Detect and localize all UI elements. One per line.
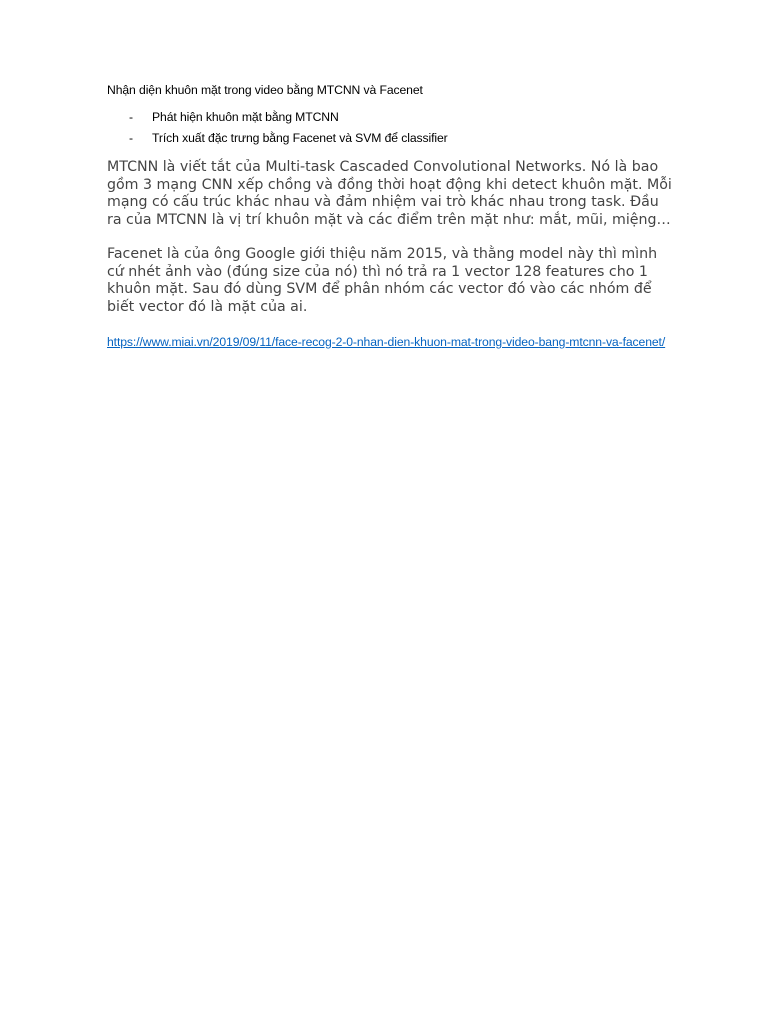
document-heading: Nhận diện khuôn mặt trong video bằng MTCNN và Facenet — [107, 83, 423, 97]
bullet-marker: - — [129, 110, 133, 124]
bullet-text: Trích xuất đặc trưng bằng Facenet và SVM để classifier — [152, 131, 448, 145]
bullet-list — [107, 108, 677, 147]
bullet-item-mtcnn — [107, 108, 677, 126]
bullet-item-facenet — [107, 129, 677, 147]
source-link[interactable]: https://www.miai.vn/2019/09/11/face-recog-2-0-nhan-dien-khuon-mat-trong-video-bang-mtcnn-va-facenet/ — [107, 335, 666, 349]
paragraph-facenet: Facenet là của ông Google giới thiệu năm 2015, và thằng model này thì mình cứ nhét ảnh vào (đúng size của nó) thì nó trả ra 1 vector 128 features cho 1 khuôn mặt. Sau đó dùng SVM để phân nhóm các vector đó vào các nhóm để biết vector đó là mặt của ai. — [107, 246, 658, 315]
bullet-marker: - — [129, 131, 133, 145]
paragraph-mtcnn: MTCNN là viết tắt của Multi-task Cascaded Convolutional Networks. Nó là bao gồm 3 mạng CNN xếp chồng và đồng thời hoạt động khi detect khuôn mặt. Mỗi mạng có cấu trúc khác nhau và đảm nhiệm vai trò khác nhau trong task. Đầu ra của MTCNN là vị trí khuôn mặt và các điểm trên mặt như: mắt, mũi, miệng… — [107, 159, 672, 228]
document-content — [107, 81, 677, 353]
bullet-text: Phát hiện khuôn mặt bằng MTCNN — [152, 110, 339, 124]
